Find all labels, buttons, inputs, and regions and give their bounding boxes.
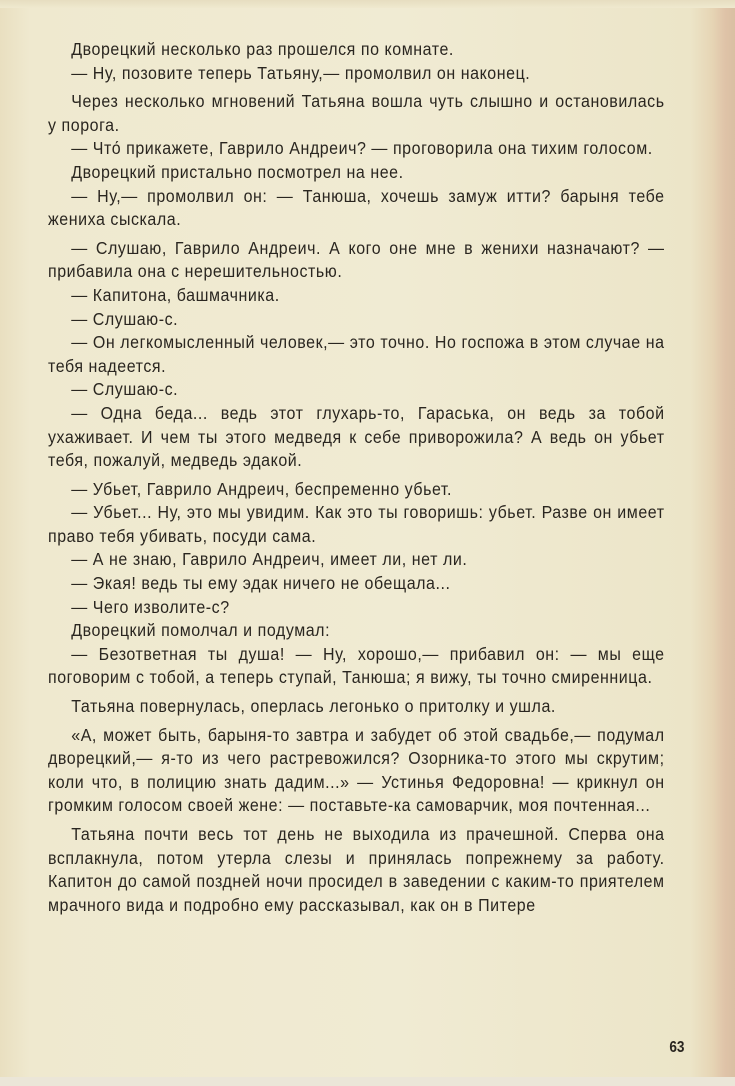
page-body-text — [48, 38, 665, 917]
paragraph: — Безответная ты душа! — Ну, хорошо,— прибавил он: — мы еще поговорим с тобой, а теперь ступай, Танюша; я вижу, ты точно смиренница. — [48, 643, 665, 688]
paragraph: — Что́ прикажете, Гаврило Андреич? — проговорила она тихим голосом. — [71, 138, 653, 159]
paragraph: — Одна беда... ведь этот глухарь-то, Гараська, он ведь за тобой ухаживает. И чем ты этого медведя к себе приворожила? А ведь он убьет тебя, пожалуй, медведь эдакой. — [48, 402, 665, 471]
page-bottom-edge — [0, 1077, 735, 1086]
paragraph: — Чего изволите-с? — [71, 596, 230, 617]
paragraph: — Убьет, Гаврило Андреич, беспременно убьет. — [71, 478, 452, 499]
paragraph: Дворецкий пристально посмотрел на нее. — [71, 161, 404, 182]
paragraph: Дворецкий несколько раз прошелся по комнате. — [71, 39, 454, 59]
page-number: 63 — [669, 1039, 685, 1056]
paragraph: — Капитона, башмачника. — [71, 284, 280, 305]
paragraph: — Он легкомысленный человек,— это точно. Но госпожа в этом случае на тебя надеется. — [48, 332, 665, 376]
paragraph: — Экая! ведь ты ему эдак ничего не обещала... — [71, 573, 451, 594]
paragraph: Татьяна почти весь тот день не выходила из прачешной. Сперва она всплакнула, потом утерла слезы и принялась попрежнему за работу. Капитон до самой поздней ночи просидел в заведении с каким-то приятелем мрачного вида и подробно ему рассказывал, как он в Питере — [48, 824, 665, 915]
paragraph: — Ну,— промолвил он: — Танюша, хочешь замуж итти? барыня тебе жениха сыскала. — [48, 185, 665, 230]
paragraph: — А не знаю, Гаврило Андреич, имеет ли, нет ли. — [71, 549, 468, 570]
paragraph: — Слушаю-с. — [71, 379, 179, 400]
paragraph: «А, может быть, барыня-то завтра и забудет об этой свадьбе,— подумал дворецкий,— я-то из чего растревожился? Озорника-то этого мы скрутим; коли что, в полицию знать дадим...» — Устинья Федоровна! — крикнул он громким голосом своей жене: — поставьте-ка самоварчик, моя почтенная... — [48, 724, 665, 816]
paragraph: — Убьет... Ну, это мы увидим. Как это ты говоришь: убьет. Разве он имеет право тебя убивать, посуди сама. — [48, 502, 665, 546]
paragraph: — Ну, позовите теперь Татьяну,— промолвил он наконец. — [71, 62, 531, 83]
paragraph: Через несколько мгновений Татьяна вошла чуть слышно и остановилась у порога. — [48, 91, 665, 135]
paragraph: Татьяна повернулась, оперлась легонько о притолку и ушла. — [71, 696, 556, 717]
paragraph: — Слушаю, Гаврило Андреич. А кого оне мне в женихи назначают? — прибавила она с нерешительностью. — [48, 237, 665, 282]
paragraph: — Слушаю-с. — [71, 308, 179, 329]
paragraph: Дворецкий помолчал и подумал: — [71, 620, 331, 641]
page-top-edge — [0, 0, 735, 8]
